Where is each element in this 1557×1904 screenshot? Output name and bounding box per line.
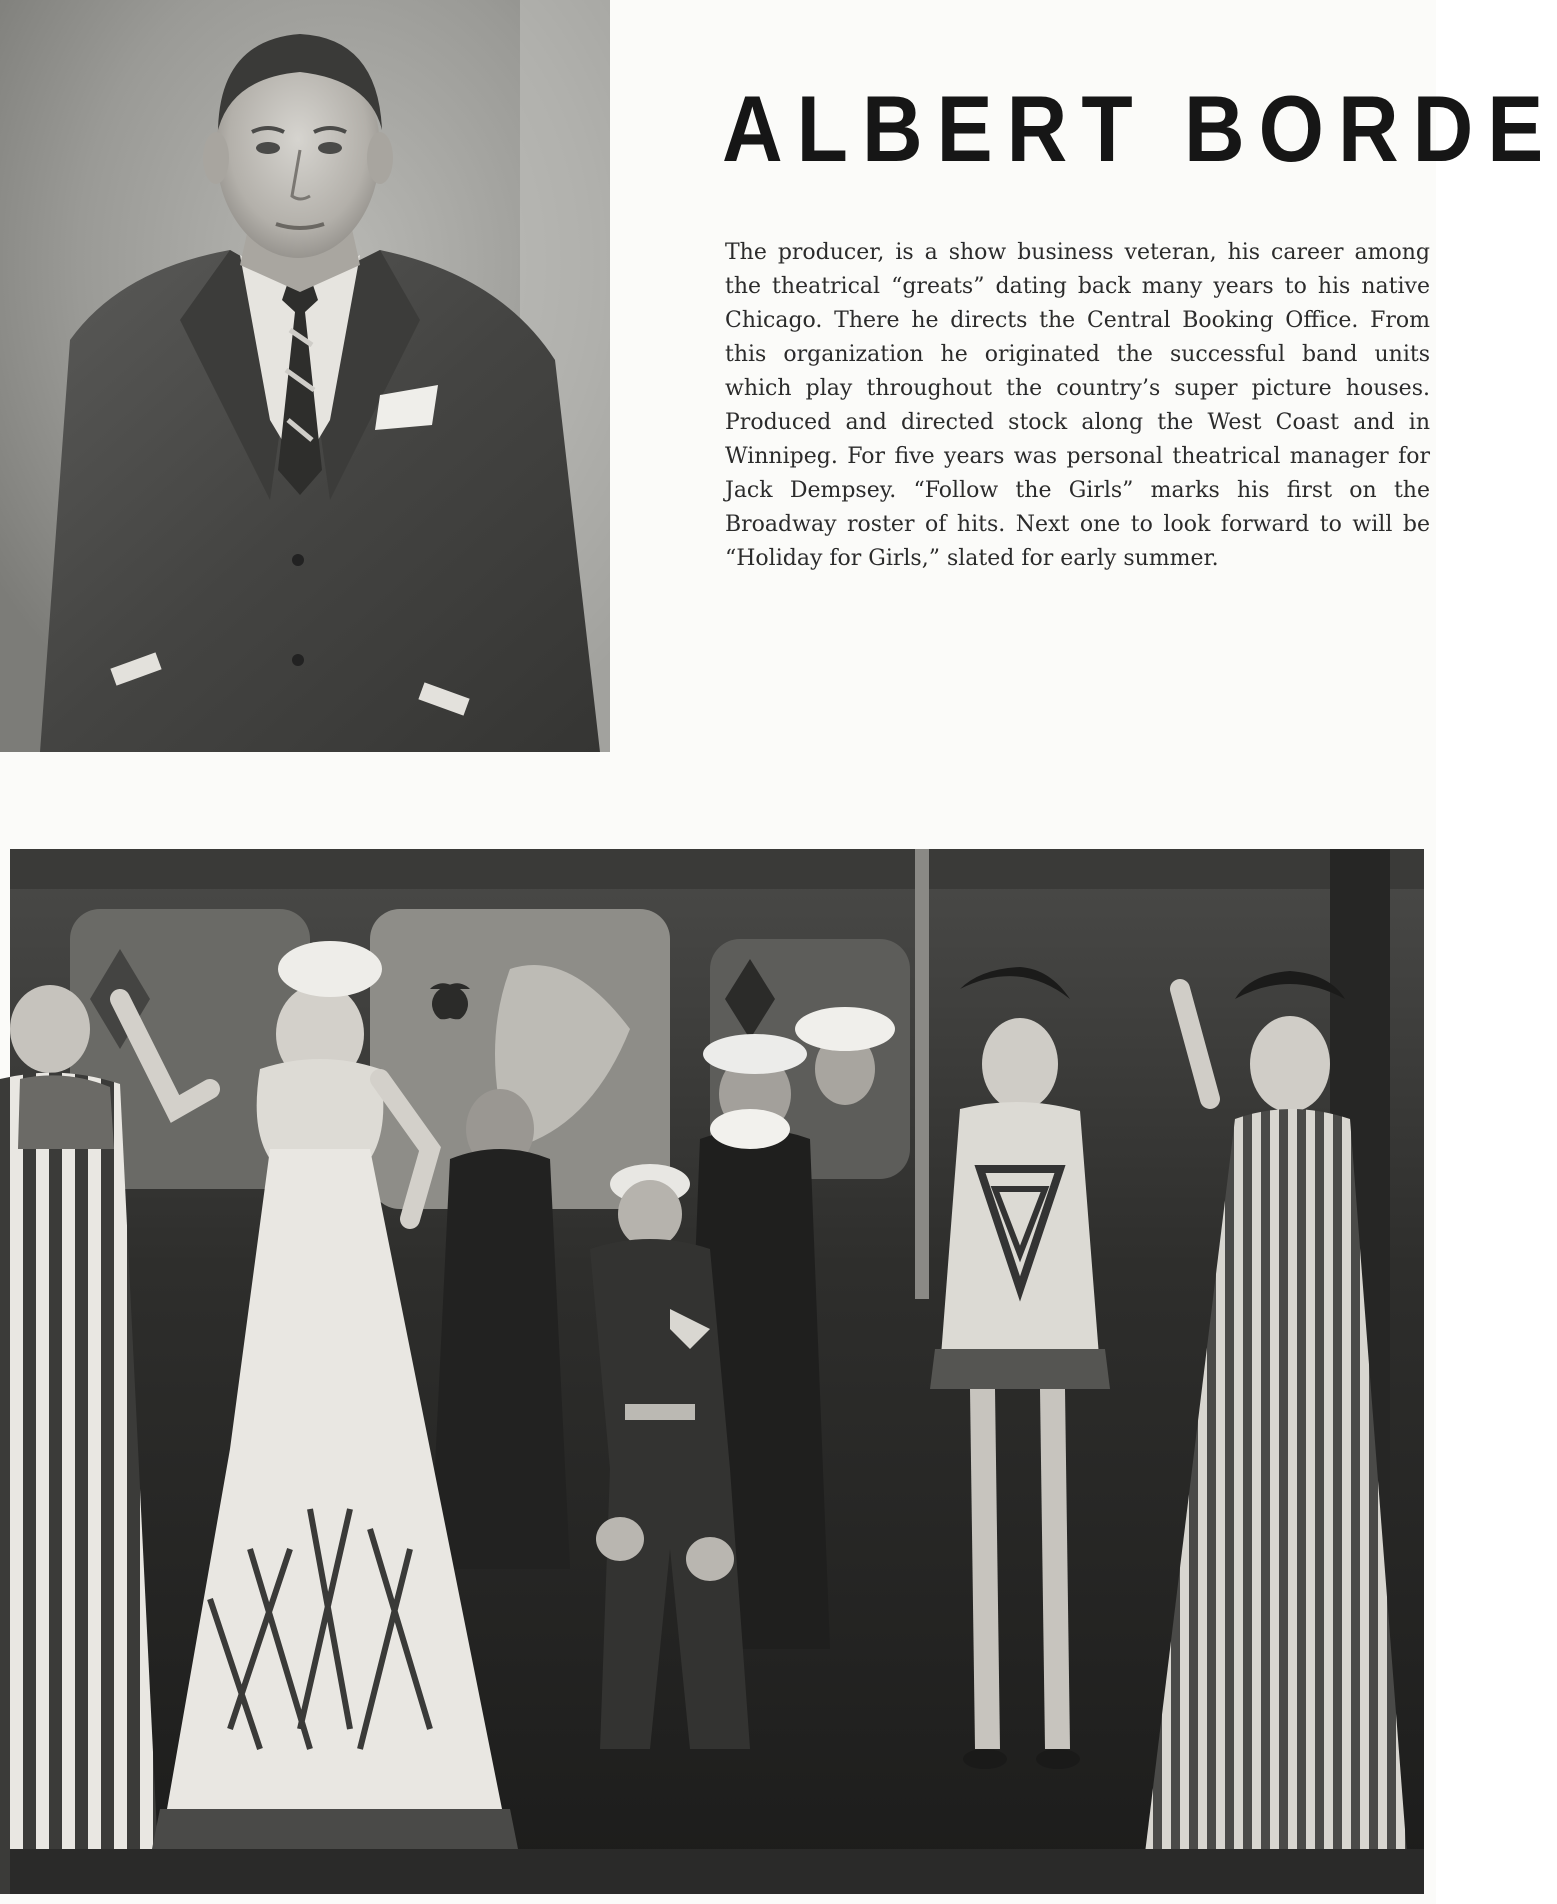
portrait-photo xyxy=(0,0,610,752)
cast-stage-photo xyxy=(10,849,1424,1894)
page-title: ALBERT BORDE xyxy=(722,75,1557,182)
bio-paragraph: The producer, is a show business veteran, his career among the theatrical “greats” dating back many years to his native Chicago. There he directs the Central Booking Office. From this organization he originated the successful band units which play throughout the country’s super picture houses. Produced and directed stock along the West Coast and in Winnipeg. For five years was personal theatrical manager for Jack Dempsey. “Follow the Girls” marks his first on the Broadway roster of hits. Next one to look forward to will be “Holiday for Girls,” slated for early summer. xyxy=(725,240,1430,571)
